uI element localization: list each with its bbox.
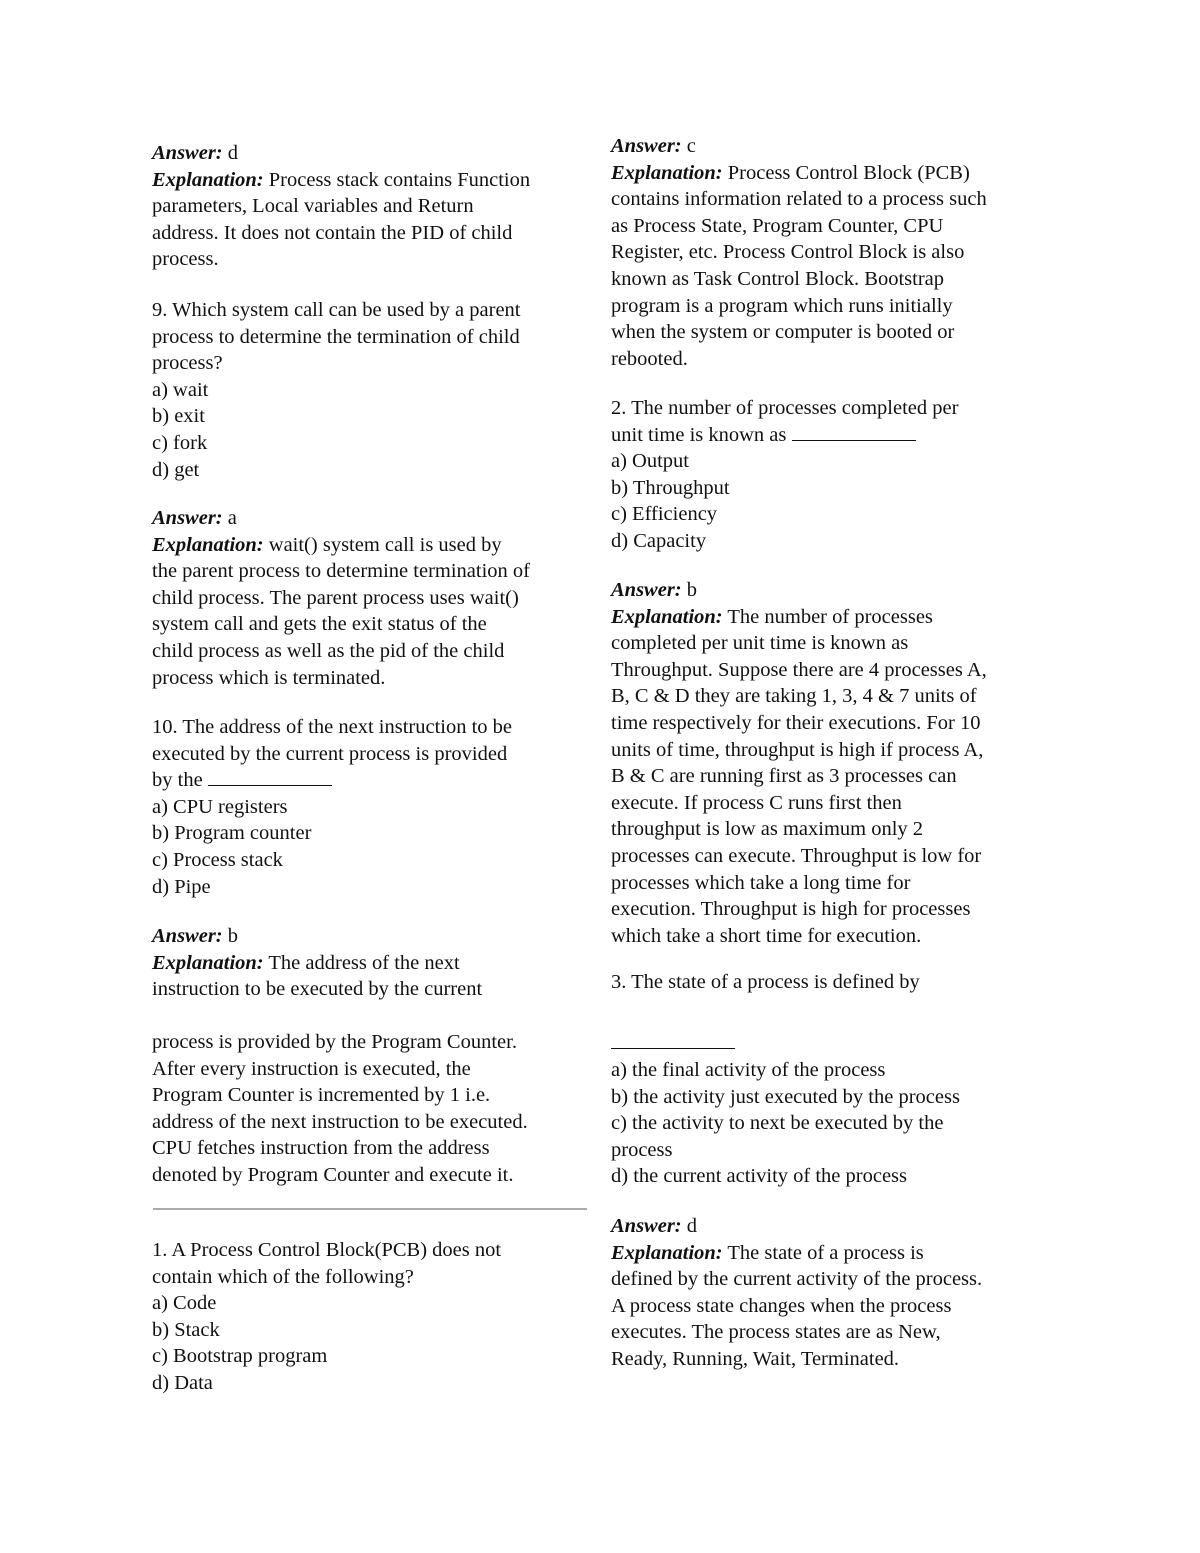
question-10 [152, 714, 512, 900]
text-line: denoted by Program Counter and execute it. [152, 1163, 514, 1186]
label: Answer: [611, 1215, 682, 1237]
label: Explanation: [611, 161, 723, 184]
question-9 [152, 297, 521, 483]
text-line: d) Capacity [611, 529, 707, 552]
text-line: b) the activity just executed by the process [611, 1085, 960, 1108]
text-line: b) Throughput [611, 476, 730, 499]
line-text: d [681, 1215, 698, 1237]
text-line: 10. The address of the next instruction to be [152, 716, 513, 738]
text-line: Program Counter is incremented by 1 i.e. [152, 1084, 491, 1107]
text-line: which take a short time for execution. [611, 924, 922, 947]
label: Answer: [611, 135, 682, 157]
line-text: The address of the next [263, 951, 460, 974]
text-line: when the system or computer is booted or [611, 321, 955, 344]
text-line: processes can execute. Throughput is low for [611, 844, 982, 867]
question-1 [152, 1237, 501, 1397]
text-line: known as Task Control Block. Bootstrap [611, 267, 945, 290]
text-line: execute. If process C runs first then [611, 791, 902, 814]
text-line: b) Stack [152, 1318, 220, 1341]
text-line [152, 923, 482, 950]
text-line: CPU fetches instruction from the address [152, 1137, 490, 1160]
text-line: throughput is low as maximum only 2 [611, 818, 924, 841]
text-line [152, 950, 482, 977]
text-line [611, 1030, 735, 1057]
text-line: executes. The process states are as New, [611, 1321, 941, 1344]
label: Explanation: [152, 951, 264, 974]
text-line: parameters, Local variables and Return [152, 195, 474, 218]
text-line [611, 133, 987, 160]
fill-in-blank [611, 1030, 735, 1049]
text-line: process? [152, 352, 223, 375]
line-text: Process Control Block (PCB) [722, 161, 970, 184]
label: Answer: [611, 579, 682, 601]
text-line: 2. The number of processes completed per [611, 397, 959, 419]
text-line: A process state changes when the process [611, 1294, 952, 1317]
text-line: c) the activity to next be executed by the [611, 1112, 944, 1135]
answer-2 [611, 577, 987, 949]
answer-10 [152, 923, 482, 1003]
text-line: Register, etc. Process Control Block is also [611, 241, 965, 264]
line-text: b [681, 579, 698, 601]
text-line: system call and gets the exit status of the [152, 613, 487, 636]
answer-1 [611, 133, 987, 372]
question-2 [611, 395, 958, 555]
answer-10-continued [152, 1029, 528, 1189]
question-3 [611, 969, 920, 996]
text-line: process [611, 1138, 673, 1161]
label: Answer: [152, 507, 223, 529]
text-line: process to determine the termination of child [152, 325, 520, 348]
text-line: d) get [152, 458, 200, 481]
answer-9 [152, 505, 530, 691]
answer-3 [611, 1213, 982, 1373]
text-line: b) Program counter [152, 822, 312, 845]
text-line: c) Process stack [152, 848, 283, 871]
question-3-options [611, 1057, 960, 1190]
text-line [152, 532, 530, 559]
text-line: After every instruction is executed, the [152, 1057, 471, 1080]
text-line [611, 1240, 982, 1267]
text-line: program is a program which runs initially [611, 294, 953, 317]
text-line: instruction to be executed by the current [152, 978, 483, 1001]
text-line [611, 1213, 982, 1240]
text-line: the parent process to determine termination of [152, 560, 530, 583]
text-line: a) wait [152, 378, 209, 401]
text-line: time respectively for their executions. For 10 [611, 711, 981, 734]
fill-in-blank [792, 422, 916, 441]
text-line: 1. A Process Control Block(PCB) does not [152, 1239, 502, 1261]
label: Explanation: [611, 1241, 723, 1264]
text-line: units of time, throughput is high if process A, [611, 738, 984, 761]
text-line: a) Output [611, 450, 689, 473]
text-line [611, 604, 987, 631]
line-text: a [222, 507, 237, 529]
text-line: a) CPU registers [152, 795, 288, 818]
text-line: 9. Which system call can be used by a parent [152, 299, 521, 321]
text-line [611, 160, 987, 187]
answer-8 [152, 140, 530, 273]
line-text: wait() system call is used by [263, 533, 502, 556]
text-line: a) the final activity of the process [611, 1059, 886, 1081]
line-text: by the [152, 769, 208, 792]
line-text: d [222, 142, 239, 164]
text-line: process. [152, 248, 219, 271]
question-3-blank [611, 1030, 735, 1057]
text-line: execution. Throughput is high for processes [611, 898, 971, 921]
text-line [152, 140, 530, 167]
line-text: b [222, 925, 239, 947]
text-line: processes which take a long time for [611, 871, 911, 894]
line-text: c [681, 135, 696, 157]
text-line: d) Pipe [152, 875, 211, 898]
text-line: c) Bootstrap program [152, 1345, 328, 1368]
line-text: The state of a process is [722, 1241, 924, 1264]
section-divider [153, 1208, 587, 1210]
text-line: Ready, Running, Wait, Terminated. [611, 1347, 900, 1370]
text-line: c) fork [152, 431, 208, 454]
text-line: contain which of the following? [152, 1265, 414, 1288]
text-line: Throughput. Suppose there are 4 processes A, [611, 658, 987, 681]
text-line: address of the next instruction to be executed. [152, 1110, 528, 1133]
label: Explanation: [152, 533, 264, 556]
text-line: process is provided by the Program Counter. [152, 1031, 517, 1053]
text-line: a) Code [152, 1292, 217, 1315]
text-line: child process as well as the pid of the child [152, 639, 505, 662]
text-line [611, 577, 987, 604]
text-line [611, 422, 958, 449]
text-line: b) exit [152, 405, 205, 428]
text-line: contains information related to a process such [611, 188, 987, 211]
text-line [152, 167, 530, 194]
line-text: Process stack contains Function [263, 168, 531, 191]
text-line: as Process State, Program Counter, CPU [611, 214, 944, 237]
text-line: address. It does not contain the PID of child [152, 221, 513, 244]
text-line: c) Efficiency [611, 503, 718, 526]
line-text: The number of processes [722, 605, 933, 628]
text-line: B & C are running first as 3 processes can [611, 765, 957, 788]
text-line: rebooted. [611, 347, 688, 370]
text-line: d) Data [152, 1371, 213, 1394]
label: Answer: [152, 925, 223, 947]
text-line: d) the current activity of the process [611, 1165, 907, 1188]
fill-in-blank [208, 767, 332, 786]
text-line [152, 505, 530, 532]
text-line: B, C & D they are taking 1, 3, 4 & 7 units of [611, 685, 977, 708]
label: Explanation: [611, 605, 723, 628]
line-text: unit time is known as [611, 423, 792, 446]
text-line [152, 767, 512, 794]
label: Explanation: [152, 168, 264, 191]
text-line: process which is terminated. [152, 666, 386, 689]
text-line: defined by the current activity of the process. [611, 1268, 983, 1291]
text-line: 3. The state of a process is defined by [611, 971, 920, 993]
text-line: executed by the current process is provided [152, 742, 508, 765]
text-line: completed per unit time is known as [611, 632, 909, 655]
label: Answer: [152, 142, 223, 164]
text-line: child process. The parent process uses wait() [152, 586, 519, 609]
